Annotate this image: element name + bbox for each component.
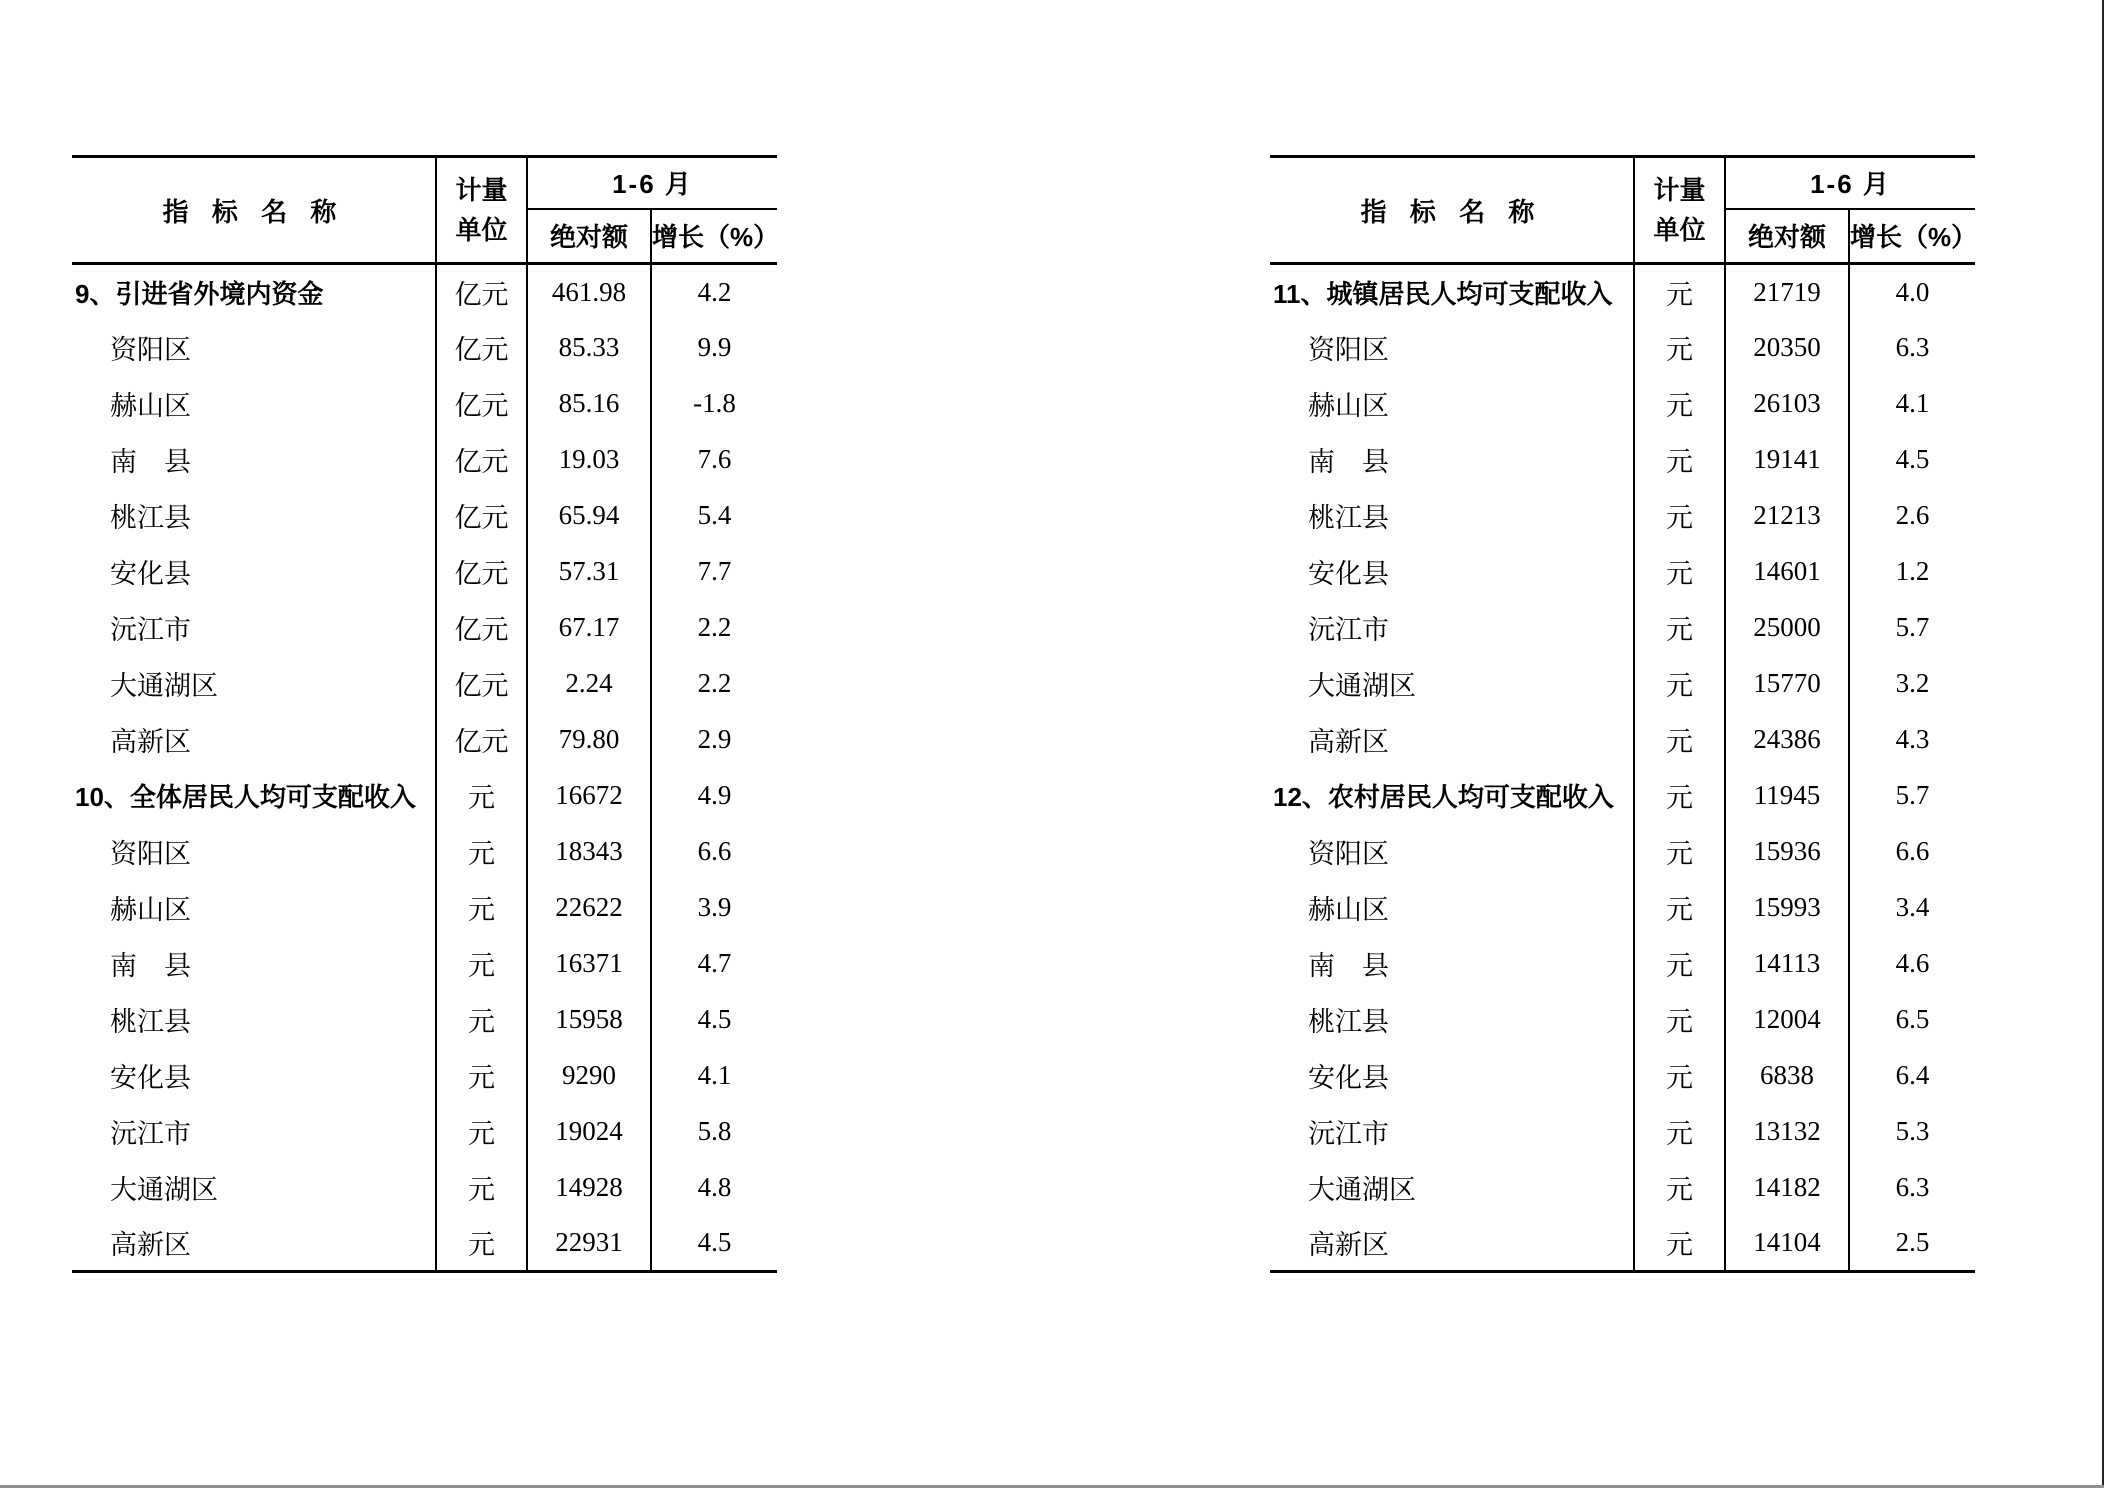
indicator-cell: 桃江县: [110, 503, 191, 533]
table-header: [72, 157, 780, 264]
growth-value-cell: 4.8: [651, 1160, 777, 1216]
growth-value-cell: 4.9: [651, 768, 777, 824]
absolute-value-cell: 25000: [1725, 600, 1849, 656]
table-row: [1270, 992, 1975, 1048]
indicator-cell: 高新区: [110, 1230, 191, 1261]
growth-value-cell: 6.3: [1849, 1160, 1975, 1216]
growth-value-cell: 6.6: [651, 824, 777, 880]
indicator-cell: 赫山区: [110, 895, 191, 925]
growth-value-cell: 9.9: [651, 320, 777, 376]
absolute-value-cell: 15958: [527, 992, 651, 1048]
indicator-cell: 大通湖区: [1308, 1175, 1416, 1205]
growth-value-cell: 6.6: [1849, 824, 1975, 880]
growth-value-cell: 2.2: [651, 656, 777, 712]
unit-cell: 元: [1634, 544, 1725, 600]
table-row: [72, 712, 777, 768]
table-body: [72, 264, 777, 1272]
growth-value-cell: 6.5: [1849, 992, 1975, 1048]
table-row: [72, 488, 777, 544]
unit-cell: 亿元: [436, 544, 527, 600]
table-row: [1270, 1048, 1975, 1104]
unit-cell: 元: [436, 880, 527, 936]
absolute-value-cell: 14113: [1725, 936, 1849, 992]
indicator-cell: 高新区: [1308, 727, 1389, 757]
header-indicator-name: 指 标 名 称: [72, 157, 436, 264]
indicator-cell: 赫山区: [1308, 391, 1389, 421]
indicator-cell: 资阳区: [110, 335, 191, 365]
absolute-value-cell: 21213: [1725, 488, 1849, 544]
header-measure-unit: [436, 157, 527, 264]
unit-cell: 元: [1634, 432, 1725, 488]
indicator-cell: 高新区: [110, 727, 191, 757]
header-unit-line1: 计量: [1653, 174, 1706, 205]
indicator-cell: 桃江县: [110, 1007, 191, 1037]
table-row: [1270, 320, 1975, 376]
indicator-cell: 桃江县: [1308, 1007, 1389, 1037]
absolute-value-cell: 15936: [1725, 824, 1849, 880]
absolute-value-cell: 20350: [1725, 320, 1849, 376]
indicator-cell: 沅江市: [110, 615, 191, 645]
growth-value-cell: 5.8: [651, 1104, 777, 1160]
table-row: [1270, 824, 1975, 880]
unit-cell: 元: [1634, 1216, 1725, 1272]
indicator-cell: 高新区: [1308, 1230, 1389, 1261]
absolute-value-cell: 18343: [527, 824, 651, 880]
unit-cell: 元: [1634, 376, 1725, 432]
growth-value-cell: 4.1: [651, 1048, 777, 1104]
absolute-value-cell: 24386: [1725, 712, 1849, 768]
absolute-value-cell: 22622: [527, 880, 651, 936]
indicator-cell: 安化县: [110, 1063, 191, 1093]
table-row: [1270, 544, 1975, 600]
header-period: 1-6 月: [527, 157, 777, 209]
table-row: [1270, 1160, 1975, 1216]
unit-cell: 元: [1634, 768, 1725, 824]
table-row: [72, 1104, 777, 1160]
indicator-cell: 南 县: [1308, 447, 1389, 477]
table-row: [1270, 656, 1975, 712]
absolute-value-cell: 85.33: [527, 320, 651, 376]
absolute-value-cell: 67.17: [527, 600, 651, 656]
table-row: [72, 880, 777, 936]
growth-value-cell: 4.7: [651, 936, 777, 992]
indicator-cell: 安化县: [110, 559, 191, 589]
growth-value-cell: 5.7: [1849, 768, 1975, 824]
growth-value-cell: 3.2: [1849, 656, 1975, 712]
unit-cell: 元: [1634, 1104, 1725, 1160]
unit-cell: 元: [436, 1216, 527, 1272]
absolute-value-cell: 461.98: [527, 264, 651, 320]
absolute-value-cell: 22931: [527, 1216, 651, 1272]
indicator-cell: 资阳区: [110, 839, 191, 869]
header-row-1: [72, 157, 777, 209]
table-row: [72, 600, 777, 656]
header-row-1: [1270, 157, 1975, 209]
indicator-cell: 沅江市: [1308, 1119, 1389, 1149]
table-row: [72, 768, 777, 824]
header-measure-unit: [1634, 157, 1725, 264]
absolute-value-cell: 14104: [1725, 1216, 1849, 1272]
absolute-value-cell: 85.16: [527, 376, 651, 432]
absolute-value-cell: 19.03: [527, 432, 651, 488]
growth-value-cell: 4.1: [1849, 376, 1975, 432]
absolute-value-cell: 15993: [1725, 880, 1849, 936]
absolute-value-cell: 9290: [527, 1048, 651, 1104]
unit-cell: 元: [1634, 320, 1725, 376]
table-row: [1270, 488, 1975, 544]
indicators-table-right: [1270, 155, 1978, 1273]
unit-cell: 亿元: [436, 712, 527, 768]
growth-value-cell: 5.7: [1849, 600, 1975, 656]
unit-cell: 元: [436, 1104, 527, 1160]
growth-value-cell: 5.4: [651, 488, 777, 544]
growth-value-cell: 2.5: [1849, 1216, 1975, 1272]
indicator-cell: 资阳区: [1308, 839, 1389, 869]
unit-cell: 亿元: [436, 376, 527, 432]
table-row: [1270, 936, 1975, 992]
absolute-value-cell: 11945: [1725, 768, 1849, 824]
indicator-cell: 大通湖区: [110, 1175, 218, 1205]
table-row: [1270, 376, 1975, 432]
table-row: [1270, 432, 1975, 488]
unit-cell: 元: [436, 824, 527, 880]
header-absolute-amount: 绝对额: [527, 209, 651, 264]
growth-value-cell: 2.9: [651, 712, 777, 768]
absolute-value-cell: 19141: [1725, 432, 1849, 488]
table-row: [72, 936, 777, 992]
indicator-cell: 南 县: [1308, 951, 1389, 981]
table-row: [72, 376, 777, 432]
unit-cell: 元: [1634, 656, 1725, 712]
growth-value-cell: 4.5: [1849, 432, 1975, 488]
header-unit-line1: 计量: [455, 174, 508, 205]
absolute-value-cell: 19024: [527, 1104, 651, 1160]
growth-value-cell: 1.2: [1849, 544, 1975, 600]
unit-cell: 元: [436, 936, 527, 992]
unit-cell: 亿元: [436, 600, 527, 656]
unit-cell: 元: [436, 1048, 527, 1104]
growth-value-cell: 3.4: [1849, 880, 1975, 936]
growth-value-cell: 4.6: [1849, 936, 1975, 992]
indicator-cell: 赫山区: [1308, 895, 1389, 925]
unit-cell: 元: [1634, 936, 1725, 992]
unit-cell: 元: [1634, 488, 1725, 544]
table-row: [1270, 712, 1975, 768]
indicator-cell: 桃江县: [1308, 503, 1389, 533]
absolute-value-cell: 65.94: [527, 488, 651, 544]
growth-value-cell: 6.4: [1849, 1048, 1975, 1104]
table-header: [1270, 157, 1978, 264]
unit-cell: 亿元: [436, 432, 527, 488]
table-row: [1270, 264, 1975, 320]
unit-cell: 元: [1634, 1160, 1725, 1216]
unit-cell: 元: [1634, 824, 1725, 880]
growth-value-cell: 2.2: [651, 600, 777, 656]
indicator-cell: 赫山区: [110, 391, 191, 421]
absolute-value-cell: 14182: [1725, 1160, 1849, 1216]
unit-cell: 元: [1634, 880, 1725, 936]
table-row: [1270, 1104, 1975, 1160]
unit-cell: 亿元: [436, 488, 527, 544]
growth-value-cell: 2.6: [1849, 488, 1975, 544]
unit-cell: 元: [1634, 264, 1725, 320]
table-row: [1270, 1216, 1975, 1272]
indicator-cell: 南 县: [110, 447, 191, 477]
growth-value-cell: 4.3: [1849, 712, 1975, 768]
table-body: [1270, 264, 1975, 1272]
table-row: [72, 544, 777, 600]
indicators-table-left: [72, 155, 780, 1273]
unit-cell: 亿元: [436, 656, 527, 712]
table-row: [1270, 768, 1975, 824]
unit-cell: 元: [436, 1160, 527, 1216]
unit-cell: 元: [1634, 1048, 1725, 1104]
unit-cell: 亿元: [436, 264, 527, 320]
indicator-cell: 沅江市: [1308, 615, 1389, 645]
growth-value-cell: 4.5: [651, 992, 777, 1048]
absolute-value-cell: 16672: [527, 768, 651, 824]
header-unit-line2: 单位: [1653, 215, 1706, 245]
unit-cell: 亿元: [436, 320, 527, 376]
absolute-value-cell: 2.24: [527, 656, 651, 712]
header-unit-line2: 单位: [455, 215, 508, 245]
growth-value-cell: 3.9: [651, 880, 777, 936]
unit-cell: 元: [436, 768, 527, 824]
indicator-cell: 沅江市: [110, 1119, 191, 1149]
absolute-value-cell: 14928: [527, 1160, 651, 1216]
indicator-cell: 大通湖区: [1308, 671, 1416, 701]
table-row: [72, 1048, 777, 1104]
growth-value-cell: 4.2: [651, 264, 777, 320]
header-absolute-amount: 绝对额: [1725, 209, 1849, 264]
absolute-value-cell: 21719: [1725, 264, 1849, 320]
table-row: [1270, 880, 1975, 936]
table-row: [72, 264, 777, 320]
header-growth-percent: 增长（%）: [651, 209, 777, 264]
indicator-cell: 9、引进省外境内资金: [75, 278, 324, 309]
growth-value-cell: 4.5: [651, 1216, 777, 1272]
table-row: [72, 320, 777, 376]
table-row: [72, 824, 777, 880]
table-row: [72, 432, 777, 488]
unit-cell: 元: [1634, 992, 1725, 1048]
unit-cell: 元: [1634, 600, 1725, 656]
indicator-cell: 大通湖区: [110, 671, 218, 701]
growth-value-cell: 4.0: [1849, 264, 1975, 320]
unit-cell: 元: [1634, 712, 1725, 768]
header-indicator-name: 指 标 名 称: [1270, 157, 1634, 264]
absolute-value-cell: 13132: [1725, 1104, 1849, 1160]
absolute-value-cell: 15770: [1725, 656, 1849, 712]
absolute-value-cell: 26103: [1725, 376, 1849, 432]
table-row: [1270, 600, 1975, 656]
table-row: [72, 992, 777, 1048]
table-row: [72, 1216, 777, 1272]
header-growth-percent: 增长（%）: [1849, 209, 1975, 264]
indicator-cell: 资阳区: [1308, 335, 1389, 365]
indicator-cell: 南 县: [110, 951, 191, 981]
indicator-cell: 安化县: [1308, 559, 1389, 589]
growth-value-cell: 6.3: [1849, 320, 1975, 376]
growth-value-cell: 7.7: [651, 544, 777, 600]
absolute-value-cell: 57.31: [527, 544, 651, 600]
absolute-value-cell: 12004: [1725, 992, 1849, 1048]
table-row: [72, 656, 777, 712]
table-row: [72, 1160, 777, 1216]
absolute-value-cell: 6838: [1725, 1048, 1849, 1104]
header-period: 1-6 月: [1725, 157, 1975, 209]
indicator-cell: 安化县: [1308, 1063, 1389, 1093]
absolute-value-cell: 16371: [527, 936, 651, 992]
unit-cell: 元: [436, 992, 527, 1048]
absolute-value-cell: 79.80: [527, 712, 651, 768]
growth-value-cell: 7.6: [651, 432, 777, 488]
absolute-value-cell: 14601: [1725, 544, 1849, 600]
indicator-cell: 10、全体居民人均可支配收入: [75, 782, 416, 812]
indicator-cell: 11、城镇居民人均可支配收入: [1273, 278, 1613, 309]
indicator-cell: 12、农村居民人均可支配收入: [1273, 782, 1614, 812]
growth-value-cell: -1.8: [651, 376, 777, 432]
growth-value-cell: 5.3: [1849, 1104, 1975, 1160]
